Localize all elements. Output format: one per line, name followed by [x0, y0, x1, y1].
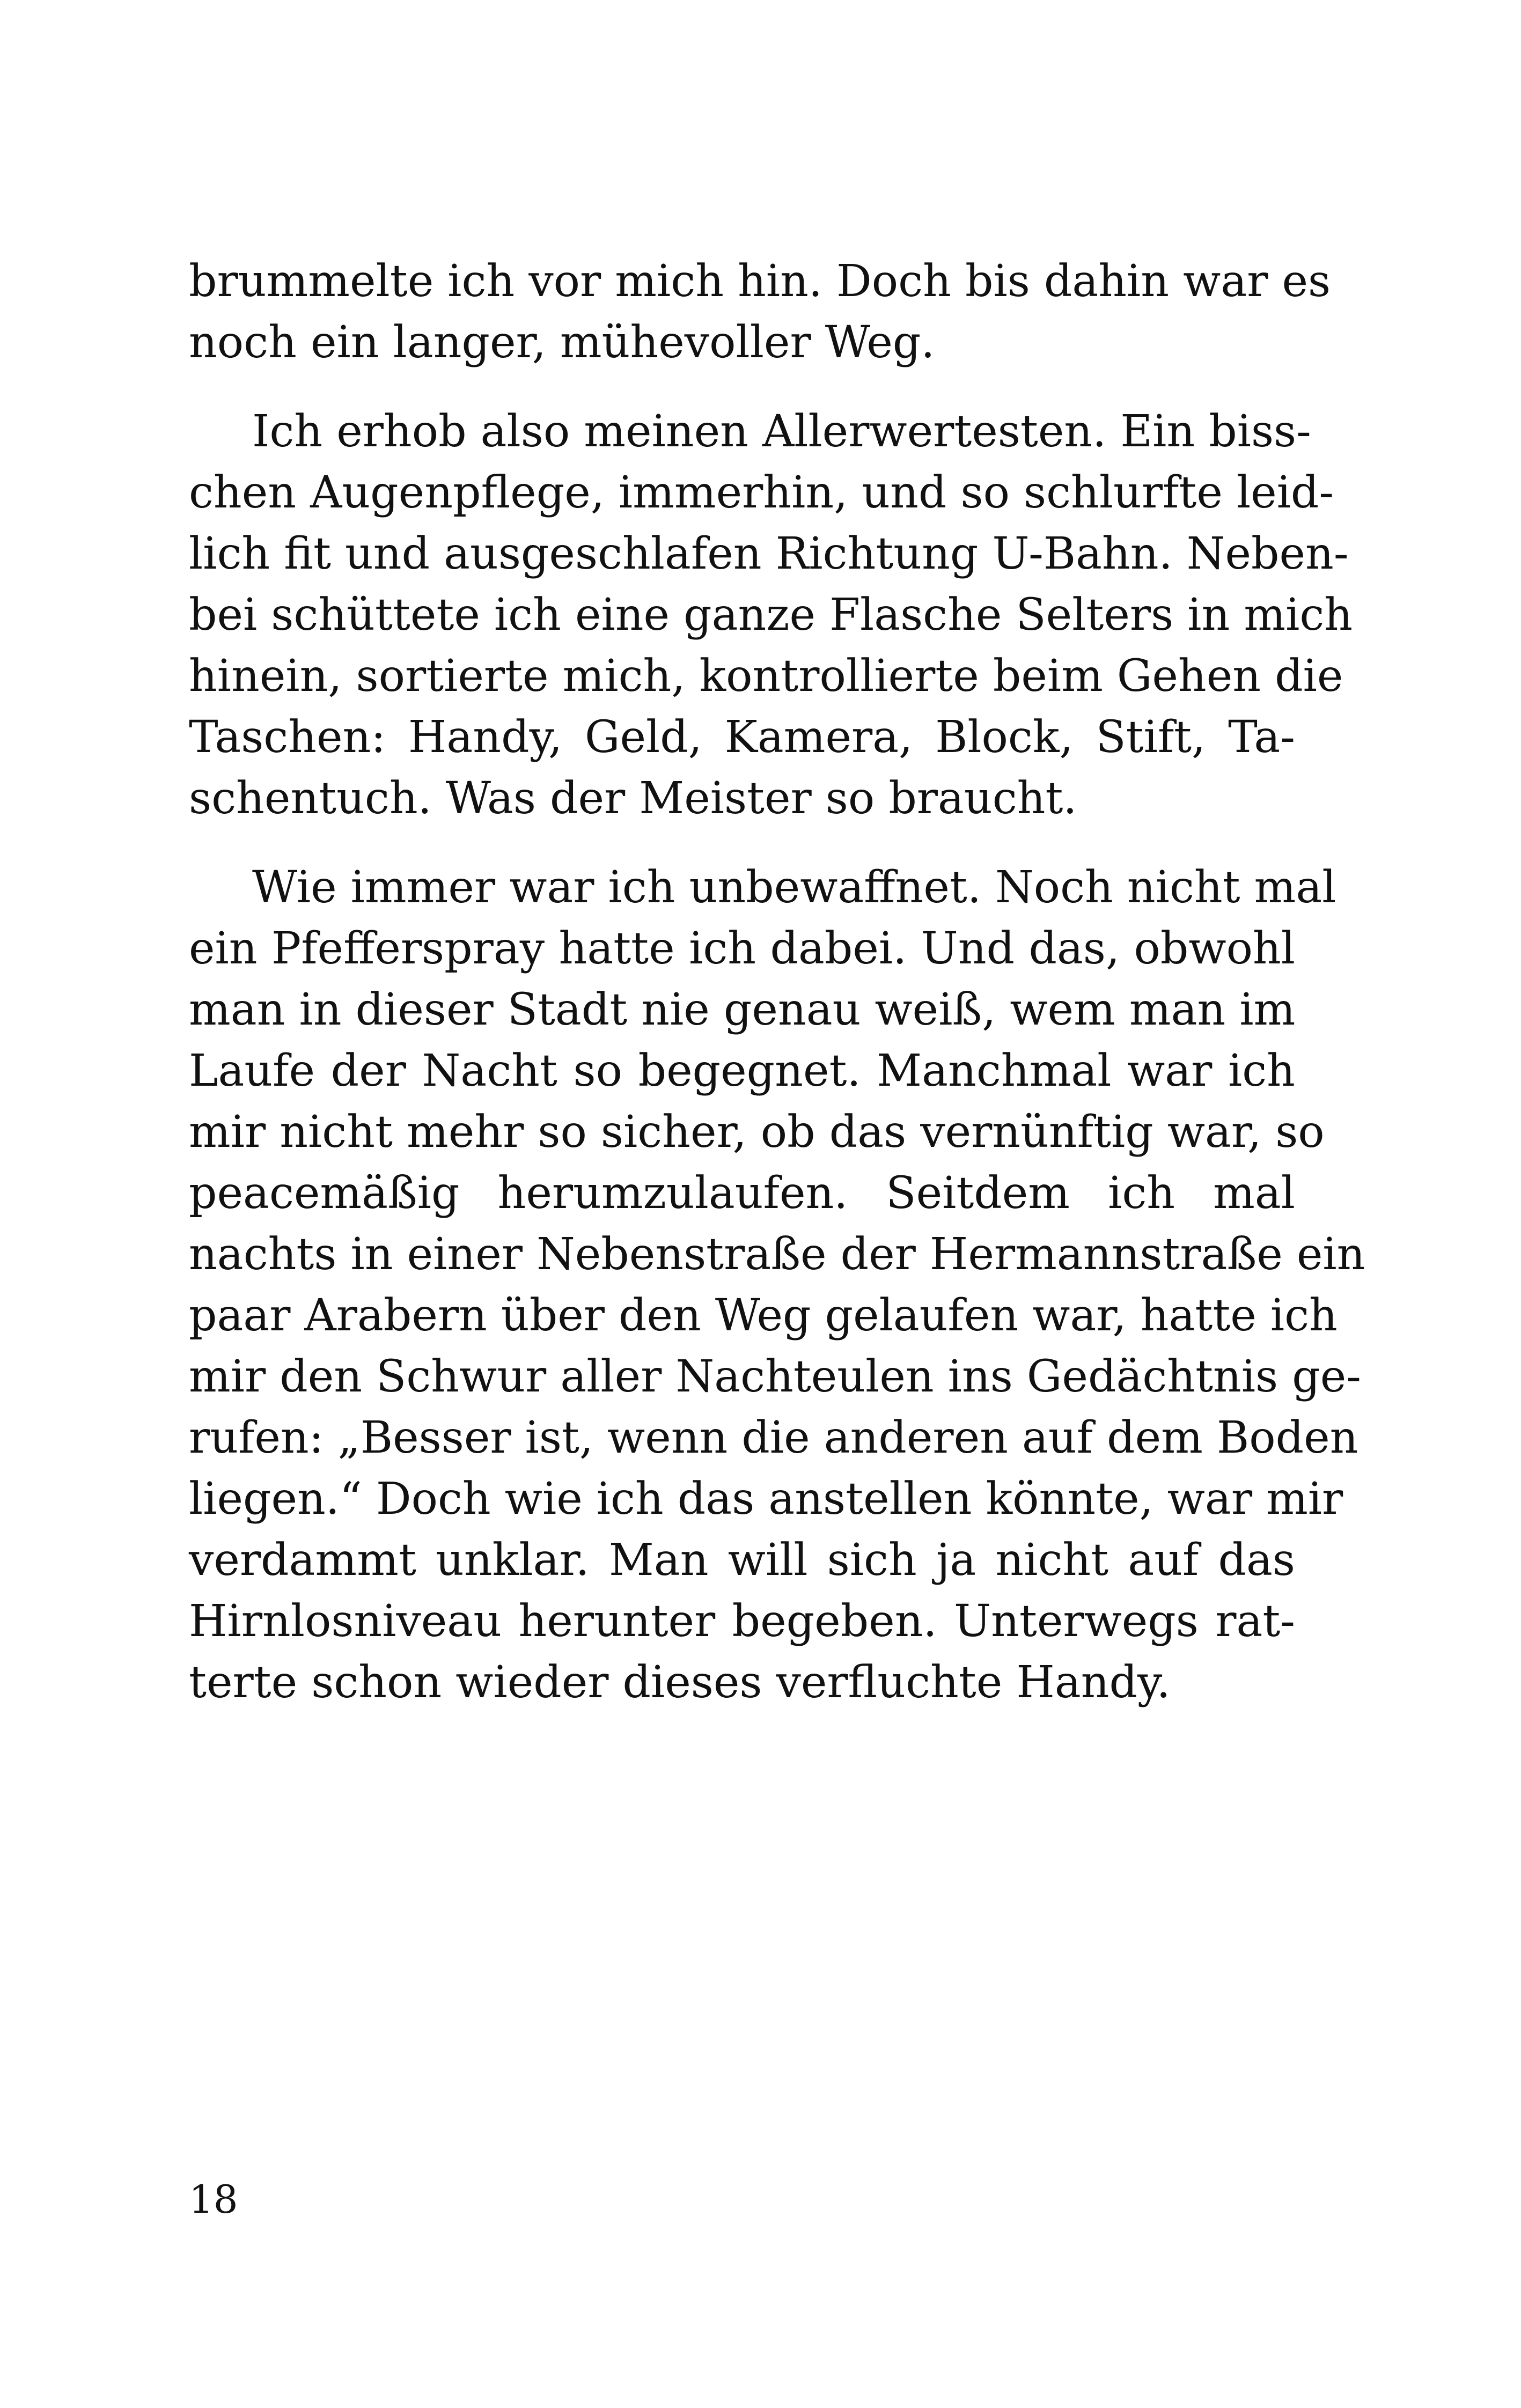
paragraph-3: [189, 857, 1365, 1713]
body-text: [189, 251, 1365, 1713]
text-line: man in dieser Stadt nie genau weiß, wem man im: [189, 984, 1296, 1035]
paragraph-spacing: [189, 829, 1295, 857]
text-line: ein Pfefferspray hatte ich dabei. Und das, obwohl: [189, 923, 1295, 974]
text-line: rufen: „Besser ist, wenn die anderen auf dem Boden: [189, 1412, 1358, 1463]
text-line: chen Augenpflege, immerhin, und so schlurfte leid-: [189, 467, 1334, 518]
text-line: lich fit und ausgeschlafen Richtung U-Bahn. Neben-: [189, 528, 1349, 579]
text-line: terte schon wieder dieses verfluchte Handy.: [189, 1657, 1171, 1708]
text-line: bei schüttete ich eine ganze Flasche Selters in mich: [189, 590, 1353, 640]
paragraph-1: [189, 251, 1331, 373]
text-line: nachts in einer Nebenstraße der Hermannstraße ein: [189, 1229, 1365, 1280]
paragraph-2: [189, 401, 1353, 829]
text-line: Ich erhob also meinen Allerwertesten. Ein biss-: [252, 406, 1311, 457]
text-line: peacemäßig herumzulaufen. Seitdem ich mal: [189, 1168, 1295, 1219]
paragraph-spacing: [189, 373, 1295, 401]
text-line: verdammt unklar. Man will sich ja nicht auf das: [189, 1535, 1295, 1586]
text-line: Laufe der Nacht so begegnet. Manchmal war ich: [189, 1045, 1295, 1096]
text-line: Wie immer war ich unbewaffnet. Noch nicht mal: [252, 862, 1336, 913]
text-line: liegen.“ Doch wie ich das anstellen könnte, war mir: [189, 1474, 1343, 1525]
text-line: schentuch. Was der Meister so braucht.: [189, 773, 1077, 824]
text-line: noch ein langer, mühevoller Weg.: [189, 317, 935, 368]
text-line: mir den Schwur aller Nachteulen ins Gedächtnis ge-: [189, 1351, 1361, 1402]
page-number: 18: [189, 2177, 238, 2222]
text-line: paar Arabern über den Weg gelaufen war, hatte ich: [189, 1290, 1338, 1341]
text-line: mir nicht mehr so sicher, ob das vernünftig war, so: [189, 1107, 1325, 1158]
text-line: brummelte ich vor mich hin. Doch bis dahin war es: [189, 256, 1331, 307]
text-line: Hirnlosniveau herunter begeben. Unterwegs rat-: [189, 1596, 1295, 1647]
text-line: Taschen: Handy, Geld, Kamera, Block, Stift, Ta-: [189, 712, 1295, 763]
text-line: hinein, sortierte mich, kontrollierte beim Gehen die: [189, 651, 1343, 702]
